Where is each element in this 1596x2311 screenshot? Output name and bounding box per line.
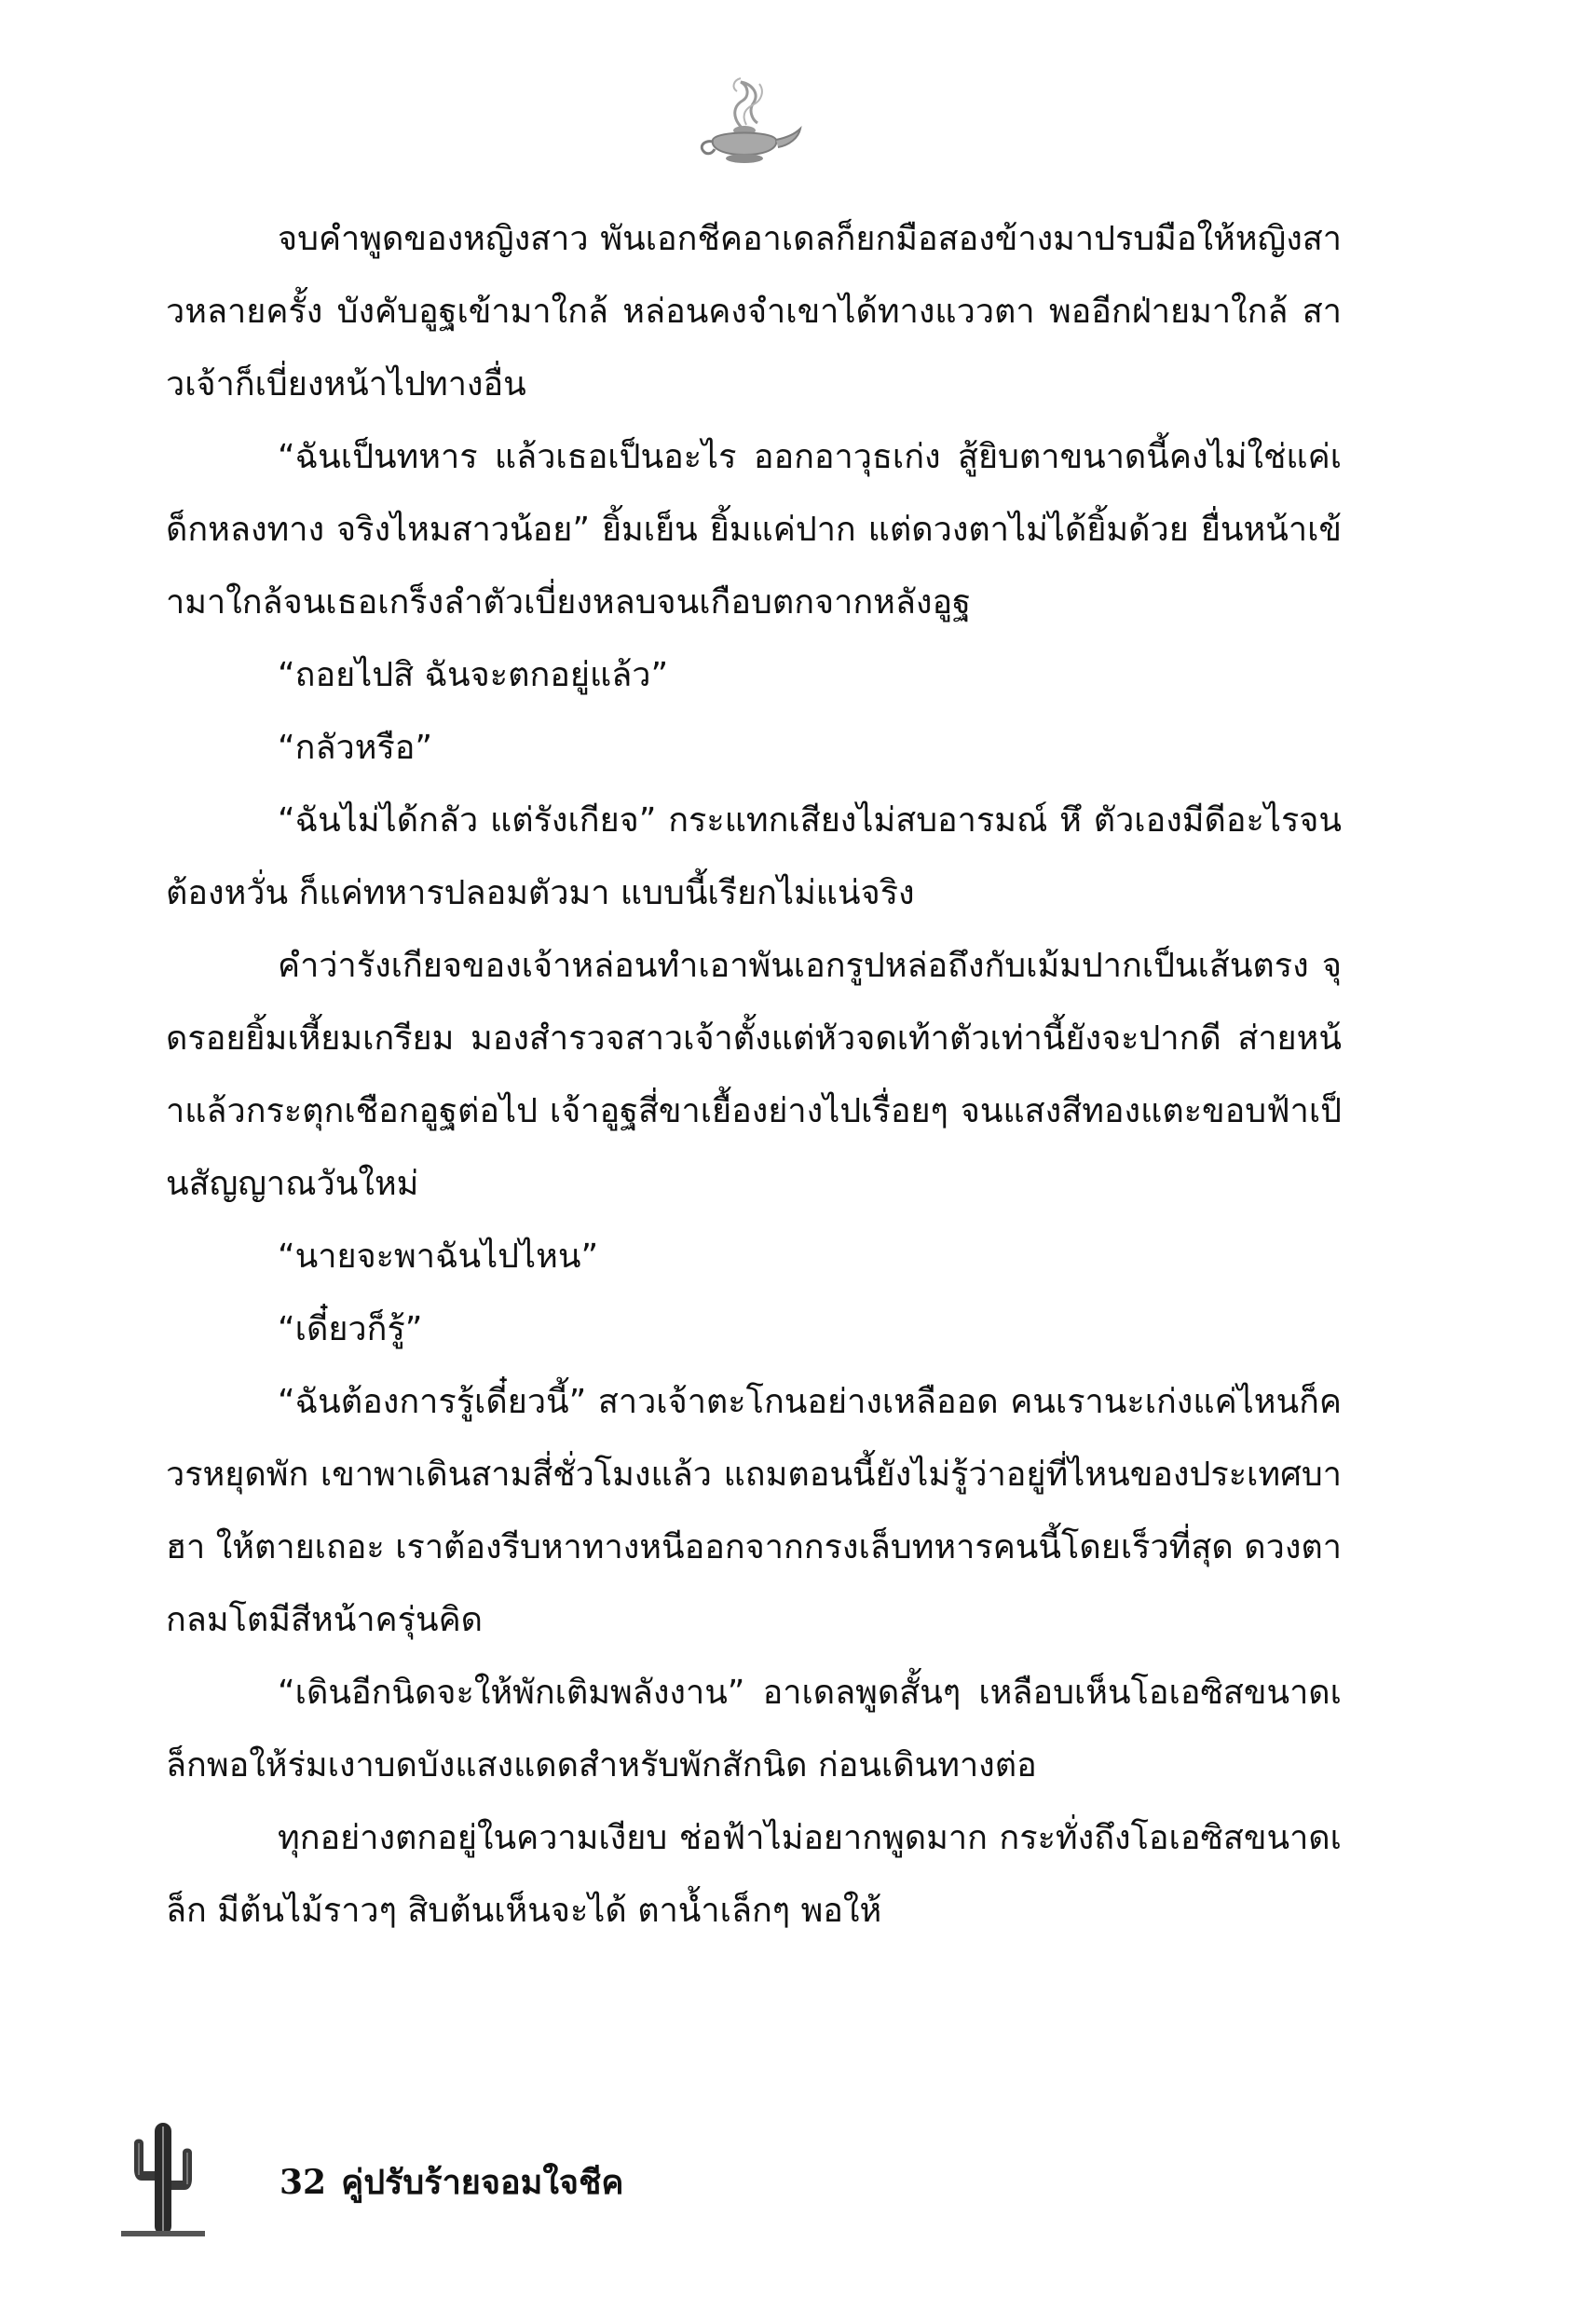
paragraph: จบคำพูดของหญิงสาว พันเอกชีคอาเดลก็ยกมือสองข้างมาปรบมือให้หญิงสาวหลายครั้ง บังคับอูฐเข้ามาใกล้ หล่อนคงจำเขาได้ทางแววตา พออีกฝ่ายมาใกล้ สาวเจ้าก็เบี่ยงหน้าไปทางอื่น (166, 220, 1342, 403)
paragraph: ทุกอย่างตกอยู่ในความเงียบ ช่อฟ้าไม่อยากพูดมาก กระทั่งถึงโอเอซิสขนาดเล็ก มีต้นไม้ราวๆ สิบต้นเห็นจะได้ ตาน้ำเล็กๆ พอให้ (166, 1819, 1342, 1930)
body-text (166, 203, 1342, 1948)
paragraph: “นายจะพาฉันไปไหน” (278, 1238, 599, 1276)
book-title: คู่ปรับร้ายจอมใจชีค (341, 2163, 624, 2202)
paragraph: “เดี๋ยวก็รู้” (278, 1310, 423, 1348)
page-number: 32 (280, 2163, 327, 2202)
cactus-icon (121, 2115, 205, 2236)
footer-caption (280, 2162, 624, 2203)
paragraph: “กลัวหรือ” (278, 729, 433, 767)
paragraph: “ฉันต้องการรู้เดี๋ยวนี้” สาวเจ้าตะโกนอย่างเหลืออด คนเรานะเก่งแค่ไหนก็ควรหยุดพัก เขาพาเดินสามสี่ชั่วโมงแล้ว แถมตอนนี้ยังไม่รู้ว่าอยู่ที่ไหนของประเทศบาฮา ให้ตายเถอะ เราต้องรีบหาทางหนีออกจากกรงเล็บทหารคนนี้โดยเร็วที่สุด ดวงตากลมโตมีสีหน้าครุ่นคิด (166, 1383, 1342, 1639)
paragraph: “ฉันเป็นทหาร แล้วเธอเป็นอะไร ออกอาวุธเก่ง สู้ยิบตาขนาดนี้คงไม่ใช่แค่เด็กหลงทาง จริงไหมสาวน้อย” ยิ้มเย็น ยิ้มแค่ปาก แต่ดวงตาไม่ได้ยิ้มด้วย ยื่นหน้าเข้ามาใกล้จนเธอเกร็งลำตัวเบี่ยงหลบจนเกือบตกจากหลังอูฐ (166, 438, 1342, 622)
paragraph: “ถอยไปสิ ฉันจะตกอยู่แล้ว” (278, 656, 669, 694)
paragraph: “ฉันไม่ได้กลัว แต่รังเกียจ” กระแทกเสียงไม่สบอารมณ์ หึ ตัวเองมีดีอะไรจนต้องหวั่น ก็แค่ทหารปลอมตัวมา แบบนี้เรียกไม่แน่จริง (166, 801, 1342, 912)
lamp-genie-icon (685, 73, 806, 171)
page-footer (121, 2115, 773, 2236)
paragraph: “เดินอีกนิดจะให้พักเติมพลังงาน” อาเดลพูดสั้นๆ เหลือบเห็นโอเอซิสขนาดเล็กพอให้ร่มเงาบดบังแสงแดดสำหรับพักสักนิด ก่อนเดินทางต่อ (166, 1674, 1342, 1785)
paragraph: คำว่ารังเกียจของเจ้าหล่อนทำเอาพันเอกรูปหล่อถึงกับเม้มปากเป็นเส้นตรง จุดรอยยิ้มเหี้ยมเกรียม มองสำรวจสาวเจ้าตั้งแต่หัวจดเท้าตัวเท่านี้ยังจะปากดี ส่ายหน้าแล้วกระตุกเชือกอูฐต่อไป เจ้าอูฐสี่ขาเยื้องย่างไปเรื่อยๆ จนแสงสีทองแตะขอบฟ้าเป็นสัญญาณวันใหม่ (166, 947, 1342, 1203)
